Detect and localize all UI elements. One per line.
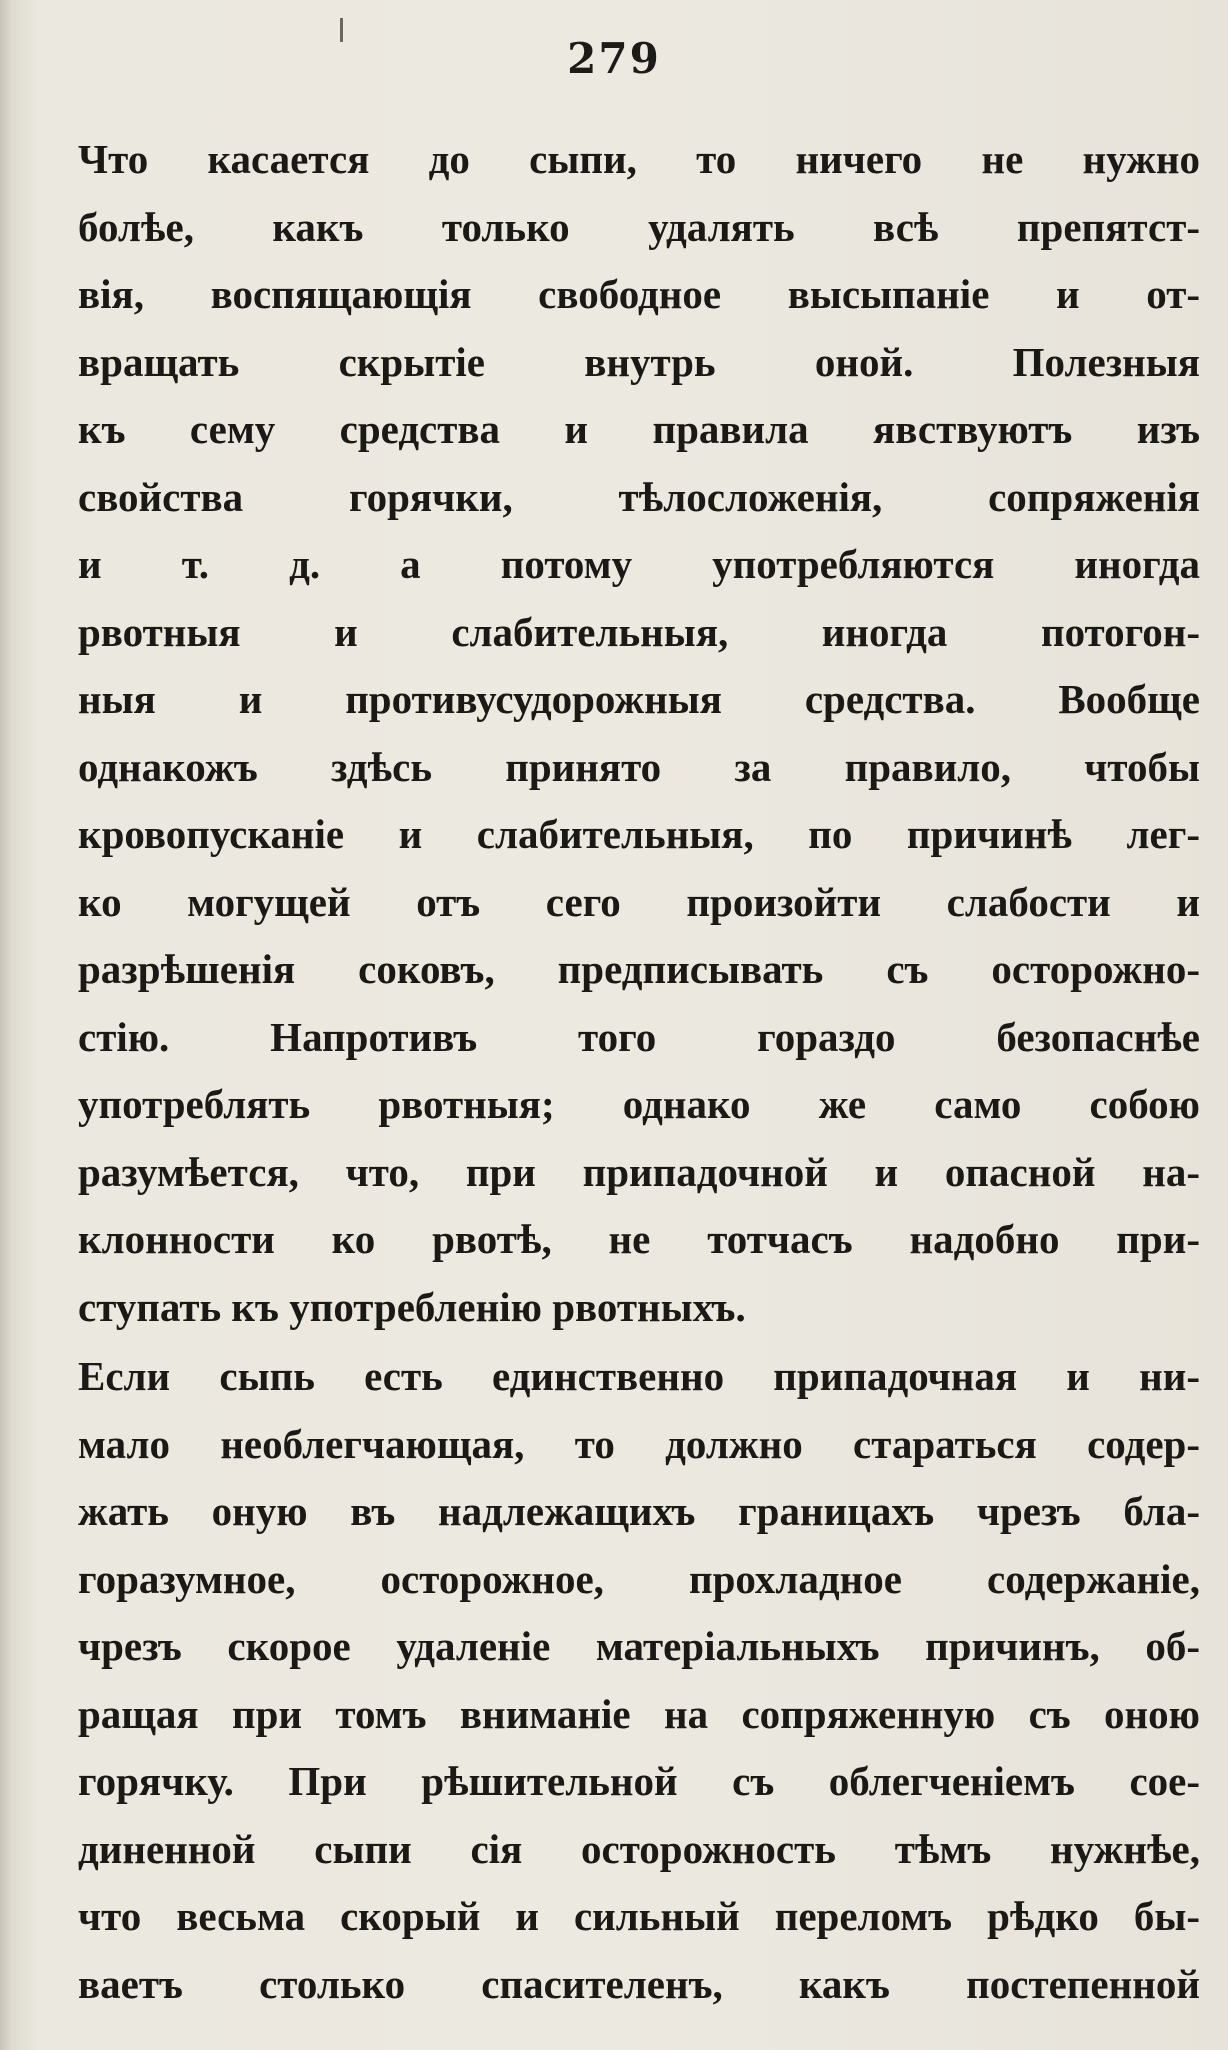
text-line: и т. д. а потому употребляются иногда bbox=[78, 541, 1200, 587]
text-line: ступать къ употребленію рвотныхъ. bbox=[78, 1283, 746, 1330]
text-line: клонности ко рвотѣ, не тотчасъ надобно при- bbox=[78, 1216, 1200, 1262]
text-line: чрезъ скорое удаленіе матеріальныхъ причинъ, об- bbox=[78, 1623, 1200, 1669]
text-line: мало необлегчающая, то должно стараться содер- bbox=[78, 1420, 1200, 1467]
text-line: кровопусканіе и слабительныя, по причинѣ лег- bbox=[78, 811, 1200, 857]
text-line: болѣе, какъ только удалять всѣ препятст- bbox=[78, 203, 1200, 250]
text-line: диненной сыпи сія осторожность тѣмъ нужнѣе, bbox=[78, 1825, 1200, 1872]
text-line: ваетъ столько спасителенъ, какъ постепенной bbox=[78, 1960, 1200, 2007]
text-line: разрѣшенія соковъ, предписывать съ осторожно- bbox=[78, 946, 1200, 992]
text-line: ращая при томъ вниманіе на сопряженную съ оною bbox=[78, 1690, 1200, 1737]
text-line: вращать скрытіе внутрь оной. Полезныя bbox=[78, 338, 1200, 385]
text-line: употреблять рвотныя; однако же само собою bbox=[78, 1081, 1200, 1127]
text-line: вія, воспящающія свободное высыпаніе и от- bbox=[78, 271, 1200, 317]
text-line: стію. Напротивъ того гораздо безопаснѣе bbox=[78, 1013, 1200, 1060]
text-line: къ сему средства и правила явствуютъ изъ bbox=[78, 406, 1200, 452]
text-line: свойства горячки, тѣлосложенія, сопряженія bbox=[78, 473, 1200, 520]
text-line: горячку. При рѣшительной съ облегченіемъ сое- bbox=[78, 1758, 1200, 1804]
text-line: ко могущей отъ сего произойти слабости и bbox=[78, 878, 1200, 925]
paragraph-1 bbox=[78, 126, 1200, 1341]
paragraph-2 bbox=[78, 1343, 1200, 2018]
text-line: Что касается до сыпи, то ничего не нужно bbox=[78, 136, 1200, 182]
text-line: разумѣется, что, при припадочной и опасной на- bbox=[78, 1148, 1200, 1195]
text-line: ныя и противусудорожныя средства. Вообще bbox=[78, 676, 1200, 722]
text-line: жать оную въ надлежащихъ границахъ чрезъ бла- bbox=[78, 1488, 1200, 1534]
page-number: 279 bbox=[567, 34, 661, 83]
text-line: что весьма скорый и сильный переломъ рѣдко бы- bbox=[78, 1893, 1200, 1939]
text-line: рвотныя и слабительныя, иногда потогон- bbox=[78, 608, 1200, 655]
text-line: горазумное, осторожное, прохладное содержаніе, bbox=[78, 1555, 1200, 1602]
text-line: Если сыпь есть единственно припадочная и ни- bbox=[78, 1353, 1200, 1399]
text-line: однакожъ здѣсь принято за правило, чтобы bbox=[78, 743, 1200, 790]
page-binding-edge bbox=[0, 0, 14, 2050]
